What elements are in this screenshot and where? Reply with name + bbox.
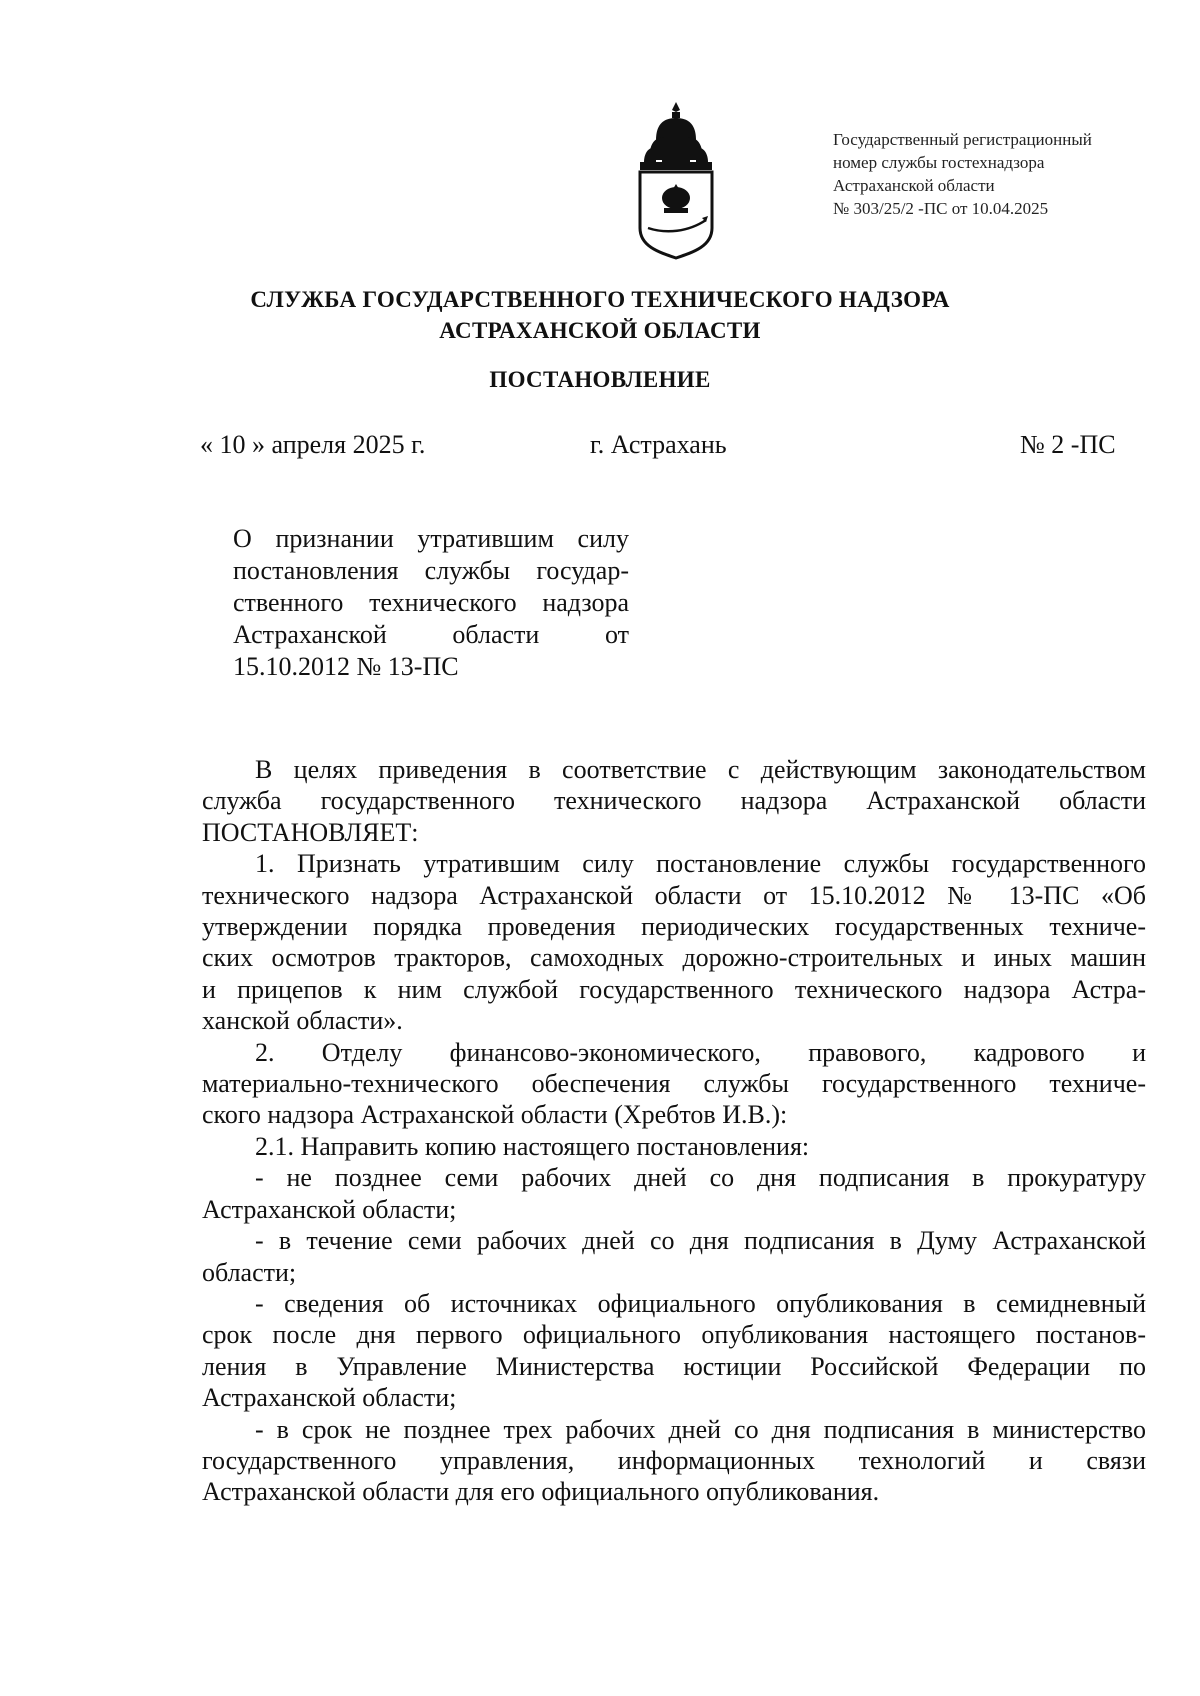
document-subject <box>233 523 629 683</box>
body-line: ления в Управление Министерства юстиции Российской Федерации по <box>202 1351 1146 1381</box>
document-type: ПОСТАНОВЛЕНИЕ <box>489 367 711 392</box>
subject-line: постановления службы государ- <box>233 556 629 585</box>
body-line: ских осмотров тракторов, самоходных дорожно-строительных и иных машин <box>202 943 1146 973</box>
body-line: 2. Отделу финансово-экономического, правового, кадрового и <box>255 1037 1146 1067</box>
body-line: технического надзора Астраханской области от 15.10.2012 № 13-ПС «Об <box>202 880 1146 910</box>
subject-line: Астраханской области от <box>233 620 629 649</box>
subject-line: 15.10.2012 № 13-ПС <box>233 652 459 681</box>
document-body <box>202 754 1146 1508</box>
body-line: служба государственного технического надзора Астраханской области <box>202 786 1146 816</box>
astrakhan-coat-of-arms-icon <box>626 100 726 260</box>
subject-line: О признании утратившим силу <box>233 524 629 553</box>
body-line: ского надзора Астраханской области (Хребтов И.В.): <box>202 1100 788 1130</box>
registration-line: Государственный регистрационный <box>833 130 1092 149</box>
body-line: В целях приведения в соответствие с действующим законодательством <box>255 755 1146 784</box>
registration-line: № 303/25/2 -ПС от 10.04.2025 <box>833 199 1049 218</box>
body-line: Астраханской области; <box>202 1194 457 1224</box>
body-line: и прицепов к ним службой государственного технического надзора Астра- <box>202 974 1146 1004</box>
registration-note <box>833 128 1173 220</box>
body-line: - в срок не позднее трех рабочих дней со дня подписания в министерство <box>255 1414 1146 1444</box>
body-line: 2.1. Направить копию настоящего постановления: <box>255 1131 810 1161</box>
document-number: № 2 -ПС <box>1020 430 1116 459</box>
subject-line: ственного технического надзора <box>233 588 629 617</box>
body-line: государственного управления, информационных технологий и связи <box>202 1445 1146 1475</box>
body-line: ханской области». <box>202 1006 403 1036</box>
agency-title-line: СЛУЖБА ГОСУДАРСТВЕННОГО ТЕХНИЧЕСКОГО НАДЗОРА <box>250 287 950 312</box>
body-line: 1. Признать утратившим силу постановление службы государственного <box>255 849 1146 879</box>
agency-title-line: АСТРАХАНСКОЙ ОБЛАСТИ <box>439 318 761 343</box>
registration-line: номер службы гостехнадзора <box>833 153 1045 172</box>
body-line: области; <box>202 1257 297 1287</box>
agency-title <box>0 284 1200 346</box>
body-line: ПОСТАНОВЛЯЕТ: <box>202 817 419 847</box>
body-line: утверждении порядка проведения периодических государственных техниче- <box>202 912 1146 942</box>
document-city: г. Астрахань <box>590 430 727 459</box>
registration-line: Астраханской области <box>833 176 995 195</box>
body-line: - не позднее семи рабочих дней со дня подписания в прокуратуру <box>255 1163 1146 1193</box>
body-line: - в течение семи рабочих дней со дня подписания в Думу Астраханской <box>255 1226 1146 1256</box>
body-line: срок после дня первого официального опубликования настоящего постанов- <box>202 1320 1146 1350</box>
document-date: « 10 » апреля 2025 г. <box>200 430 426 459</box>
body-line: Астраханской области для его официального опубликования. <box>202 1477 880 1507</box>
body-line: Астраханской области; <box>202 1383 457 1413</box>
body-line: материально-технического обеспечения службы государственного техниче- <box>202 1069 1146 1099</box>
body-line: - сведения об источниках официального опубликования в семидневный <box>255 1288 1146 1318</box>
